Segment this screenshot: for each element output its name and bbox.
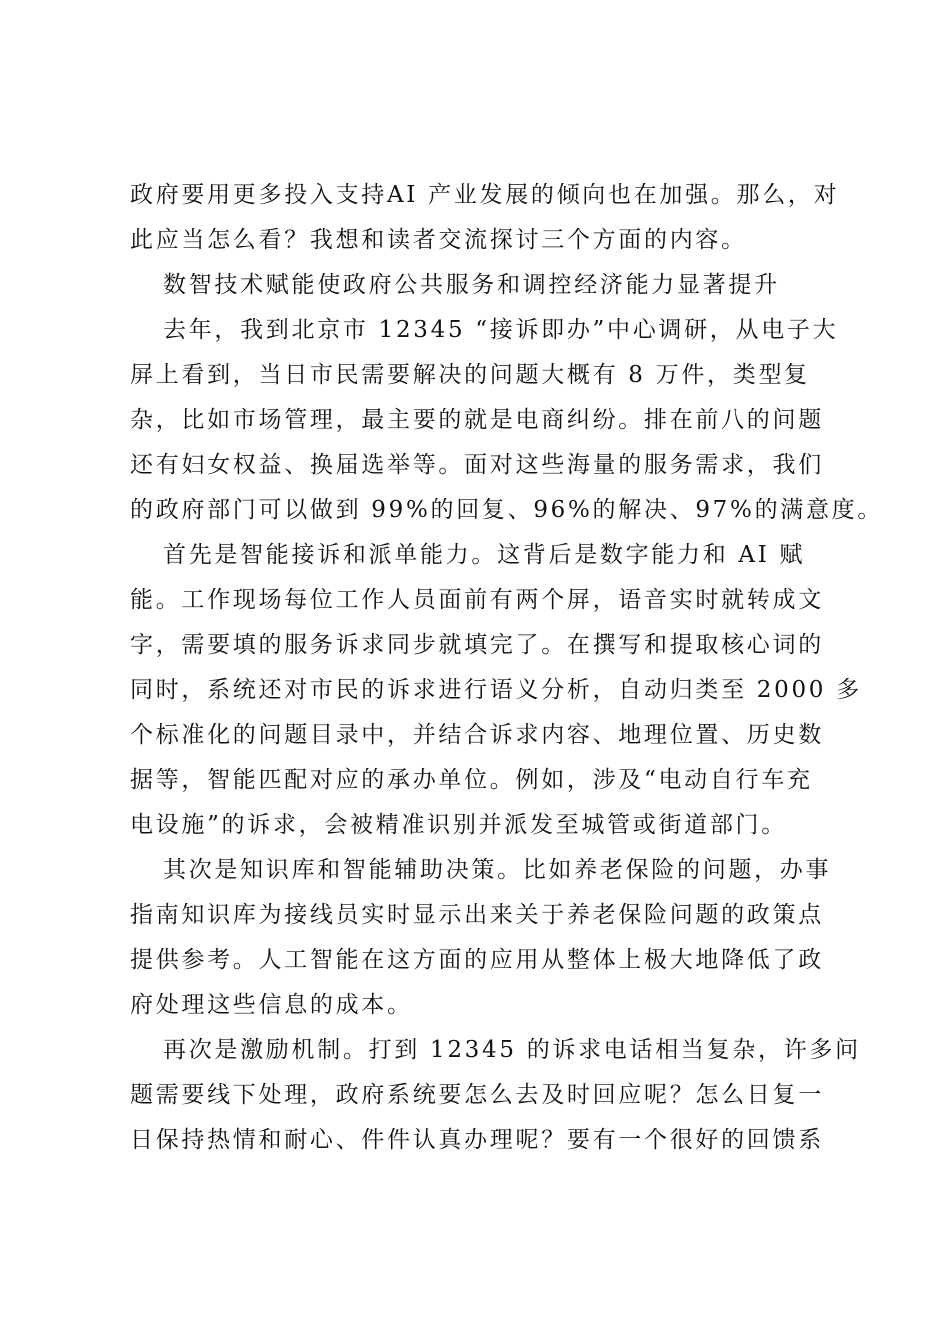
text-line: 日保持热情和耐心、件件认真办理呢？要有一个很好的回馈系 [130,1127,824,1153]
text-line: 首先是智能接诉和派单能力。这背后是数字能力和 AI 赋 [163,542,806,568]
text-line: 电设施”的诉求，会被精准识别并派发至城管或街道部门。 [130,812,787,838]
section-heading: 数智技术赋能使政府公共服务和调控经济能力显著提升 [163,272,780,298]
text-line: 题需要线下处理，政府系统要怎么去及时回应呢？怎么日复一 [130,1082,824,1108]
text-line: 的政府部门可以做到 99%的回复、96%的解决、97%的满意度。 [130,497,884,523]
text-line: 杂，比如市场管理，最主要的就是电商纠纷。排在前八的问题 [130,407,824,433]
text-line: 同时，系统还对市民的诉求进行语义分析，自动归类至 2000 多 [130,677,862,703]
text-line: 府处理这些信息的成本。 [130,992,413,1018]
text-line: 还有妇女权益、换届选举等。面对这些海量的服务需求，我们 [130,452,824,478]
text-line: 据等，智能匹配对应的承办单位。例如，涉及“电动自行车充 [130,767,813,793]
text-line: 个标准化的问题目录中，并结合诉求内容、地理位置、历史数 [130,722,824,748]
text-line: 屏上看到，当日市民需要解决的问题大概有 8 万件，类型复 [130,362,810,388]
text-line: 其次是知识库和智能辅助决策。比如养老保险的问题，办事 [163,857,832,883]
text-line: 此应当怎么看？我想和读者交流探讨三个方面的内容。 [130,227,747,253]
text-line: 字，需要填的服务诉求同步就填完了。在撰写和提取核心词的 [130,632,824,658]
text-line: 提供参考。人工智能在这方面的应用从整体上极大地降低了政 [130,947,824,973]
text-line: 再次是激励机制。打到 12345 的诉求电话相当复杂，许多问 [163,1037,861,1063]
text-line: 指南知识库为接线员实时显示出来关于养老保险问题的政策点 [130,902,824,928]
text-line: 政府要用更多投入支持AI 产业发展的倾向也在加强。那么，对 [130,182,840,208]
text-line: 去年，我到北京市 12345 “接诉即办”中心调研，从电子大 [163,317,839,343]
text-line: 能。工作现场每位工作人员面前有两个屏，语音实时就转成文 [130,587,824,613]
